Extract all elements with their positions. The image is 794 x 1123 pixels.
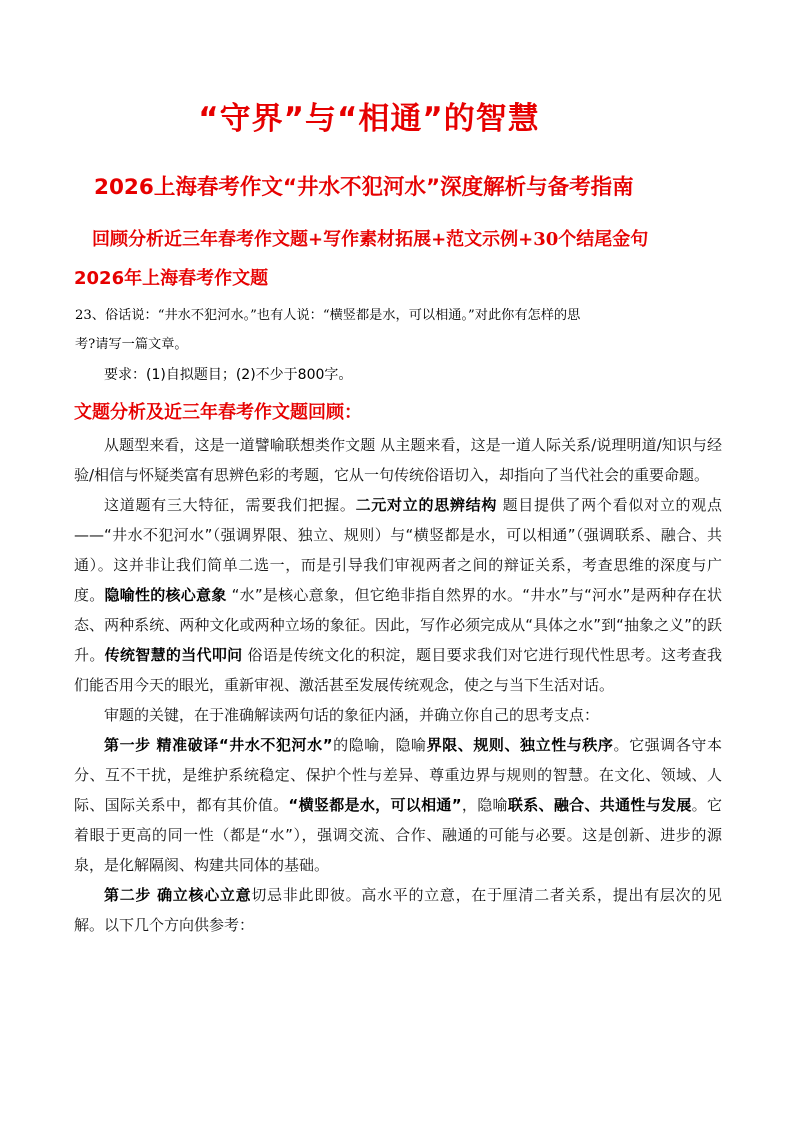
section-heading-exam: 2026年上海春考作文题 xyxy=(74,268,269,289)
feature-label-3: 传统智慧的当代叩问 xyxy=(104,646,243,664)
paragraph-key: 审题的关键，在于准确解读两句话的象征内涵，并确立你自己的思考支点： xyxy=(104,706,600,724)
page-subtitle: 2026上海春考作文“井水不犯河水”深度解析与备考指南 xyxy=(94,175,634,200)
question-line-2: 考?请写一篇文章。 xyxy=(75,337,188,352)
step-1-label: 第一步 xyxy=(104,736,151,754)
paragraph-step-1: 第一步 精准破译“井水不犯河水”的隐喻，隐喻界限、规则、独立性与秩序。它强调各守本分、互不干扰，是维护系统稳定、保护个性与差异、尊重边界与规则的智慧。在文化、领域、人际、国际关系中，都有其价值。“横竖都是水，可以相通”，隐喻联系、融合、共通性与发展。它着眼于更高的同一性（都是“水”），强调交流、合作、融通的可能与必要。这是创新、进步的源泉，是化解隔阂、构建共同体的基础。 xyxy=(74,736,722,874)
paragraph-features: 这道题有三大特征，需要我们把握。二元对立的思辨结构 题目提供了两个看似对立的观点——“井水不犯河水”（强调界限、独立、规则）与“横竖都是水，可以相通”（强调联系、融合、共通）。这并非让我们简单二选一，而是引导我们审视两者之间的辩证关系，考查思维的深度与广度。隐喻性的核心意象 “水”是核心意象，但它绝非指自然界的水。“井水”与“河水”是两种存在状态、两种系统、两种文化或两种立场的象征。因此，写作必须完成从“具体之水”到“抽象之义”的跃升。传统智慧的当代叩问 俗语是传统文化的积淀，题目要求我们对它进行现代性思考。这考查我们能否用今天的眼光，重新审视、激活甚至发展传统观念，使之与当下生活对话。 xyxy=(74,496,722,694)
feature-label-1: 二元对立的思辨结构 xyxy=(355,496,498,514)
section-heading-analysis: 文题分析及近三年春考作文题回顾： xyxy=(74,402,362,423)
step-2-label: 第二步 xyxy=(104,886,152,904)
paragraph-step-2: 第二步 确立核心立意切忌非此即彼。高水平的立意，在于厘清二者关系，提出有层次的见解。以下几个方向供参考： xyxy=(74,886,722,934)
paragraph-overview: 从题型来看，这是一道譬喻联想类作文题 从主题来看，这是一道人际关系/说理明道/知识与经验/相信与怀疑类富有思辨色彩的考题，它从一句传统俗语切入，却指向了当代社会的重要命题。 xyxy=(74,436,722,484)
feature-label-2: 隐喻性的核心意象 xyxy=(104,586,227,604)
requirement-text: 要求：(1)自拟题目；(2)不少于800字。 xyxy=(104,367,353,383)
question-line-1: 23、俗话说：“井水不犯河水。”也有人说：“横竖都是水，可以相通。”对此你有怎样的思 xyxy=(75,308,581,323)
page-tagline: 回顾分析近三年春考作文题+写作素材拓展+范文示例+30个结尾金句 xyxy=(92,229,649,250)
analysis-body xyxy=(74,430,722,940)
page-title: “守界”与“相通”的智慧 xyxy=(198,101,540,137)
